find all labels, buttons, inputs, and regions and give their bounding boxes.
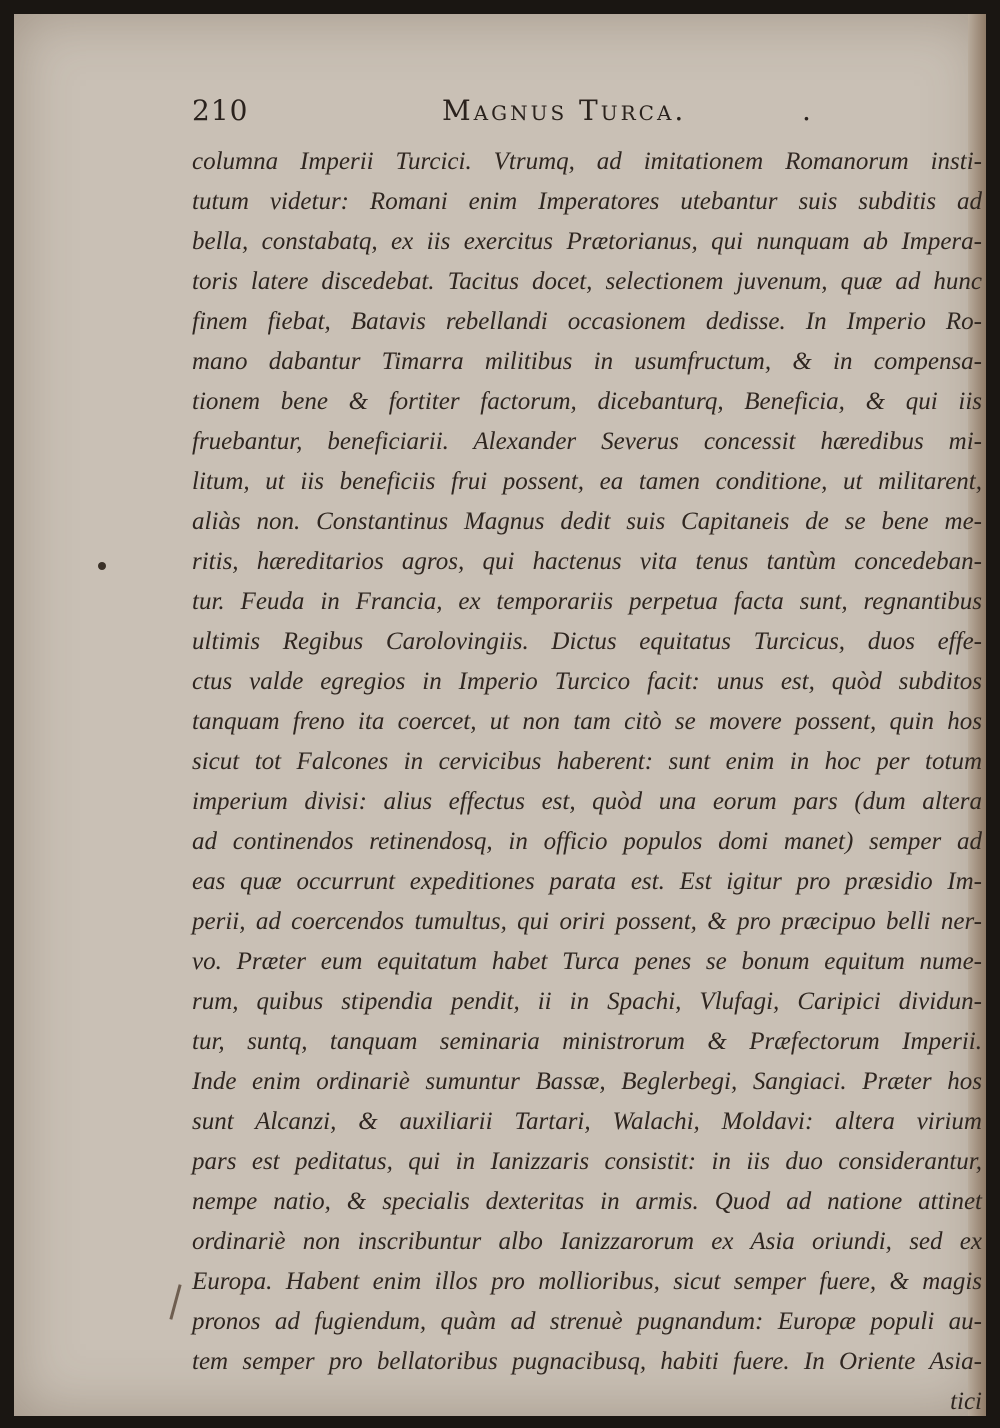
text-line: columna Imperii Turcici. Vtrumq, ad imitationem Romanorum insti- — [192, 148, 982, 175]
text-line: sunt Alcanzi, & auxiliarii Tartari, Walachi, Moldavi: altera virium — [192, 1108, 982, 1135]
text-line: aliàs non. Constantinus Magnus dedit suis Capitaneis de se bene me- — [192, 508, 982, 535]
text-line: nempe natio, & specialis dexteritas in armis. Quod ad natione attinet — [192, 1188, 982, 1215]
text-line: pronos ad fugiendum, quàm ad strenuè pugnandum: Europæ populi au- — [192, 1308, 982, 1335]
catchword: tici — [950, 1388, 982, 1415]
text-line: tur, suntq, tanquam seminaria ministrorum & Præfectorum Imperii. — [192, 1028, 982, 1055]
text-line: bella, constabatq, ex iis exercitus Prætorianus, qui nunquam ab Impera- — [192, 228, 982, 255]
book-page — [14, 14, 986, 1416]
text-line: rum, quibus stipendia pendit, ii in Spachi, Vlufagi, Caripici dividun- — [192, 988, 982, 1015]
text-line: tutum videtur: Romani enim Imperatores utebantur suis subditis ad — [192, 188, 982, 215]
text-line: tur. Feuda in Francia, ex temporariis perpetua facta sunt, regnantibus — [192, 588, 982, 615]
body-text — [192, 142, 982, 1422]
page-number: 210 — [192, 94, 249, 127]
text-line: vo. Præter eum equitatum habet Turca penes se bonum equitum nume- — [192, 948, 982, 975]
text-line: ad continendos retinendosq, in officio populos domi manet) semper ad — [192, 828, 982, 855]
text-line: tem semper pro bellatoribus pugnacibusq, habiti fuere. In Oriente Asia- — [192, 1348, 982, 1375]
text-line: ctus valde egregios in Imperio Turcico facit: unus est, quòd subditos — [192, 668, 982, 695]
text-line: mano dabantur Timarra militibus in usumfructum, & in compensa- — [192, 348, 982, 375]
text-line: litum, ut iis beneficiis frui possent, ea tamen conditione, ut militarent, — [192, 468, 982, 495]
text-line: finem fiebat, Batavis rebellandi occasionem dedisse. In Imperio Ro- — [192, 308, 982, 335]
text-line: ordinariè non inscribuntur albo Ianizzarorum ex Asia oriundi, sed ex — [192, 1228, 982, 1255]
text-line: ultimis Regibus Carolovingiis. Dictus equitatus Turcicus, duos effe- — [192, 628, 982, 655]
header-mark: . — [802, 94, 811, 127]
text-line: eas quæ occurrunt expeditiones parata est. Est igitur pro præsidio Im- — [192, 868, 982, 895]
text-line: perii, ad coercendos tumultus, qui oriri possent, & pro præcipuo belli ner- — [192, 908, 982, 935]
text-line: tionem bene & fortiter factorum, dicebanturq, Beneficia, & qui iis — [192, 388, 982, 415]
text-line: sicut tot Falcones in cervicibus haberent: sunt enim in hoc per totum — [192, 748, 982, 775]
ink-speck — [98, 562, 106, 570]
page-header — [192, 94, 982, 134]
margin-mark — [169, 1284, 181, 1320]
text-line: pars est peditatus, qui in Ianizzaris consistit: in iis duo considerantur, — [192, 1148, 982, 1175]
text-line: fruebantur, beneficiarii. Alexander Severus concessit hæredibus mi- — [192, 428, 982, 455]
text-line: imperium divisi: alius effectus est, quòd una eorum pars (dum altera — [192, 788, 982, 815]
text-line: ritis, hæreditarios agros, qui hactenus vita tenus tantùm concedeban- — [192, 548, 982, 575]
running-title: Magnus Turca. — [442, 94, 687, 127]
text-line: tanquam freno ita coercet, ut non tam citò se movere possent, quin hos — [192, 708, 982, 735]
text-line: Europa. Habent enim illos pro mollioribus, sicut semper fuere, & magis — [192, 1268, 982, 1295]
text-line: Inde enim ordinariè sumuntur Bassæ, Beglerbegi, Sangiaci. Præter hos — [192, 1068, 982, 1095]
text-line: toris latere discedebat. Tacitus docet, selectionem juvenum, quæ ad hunc — [192, 268, 982, 295]
